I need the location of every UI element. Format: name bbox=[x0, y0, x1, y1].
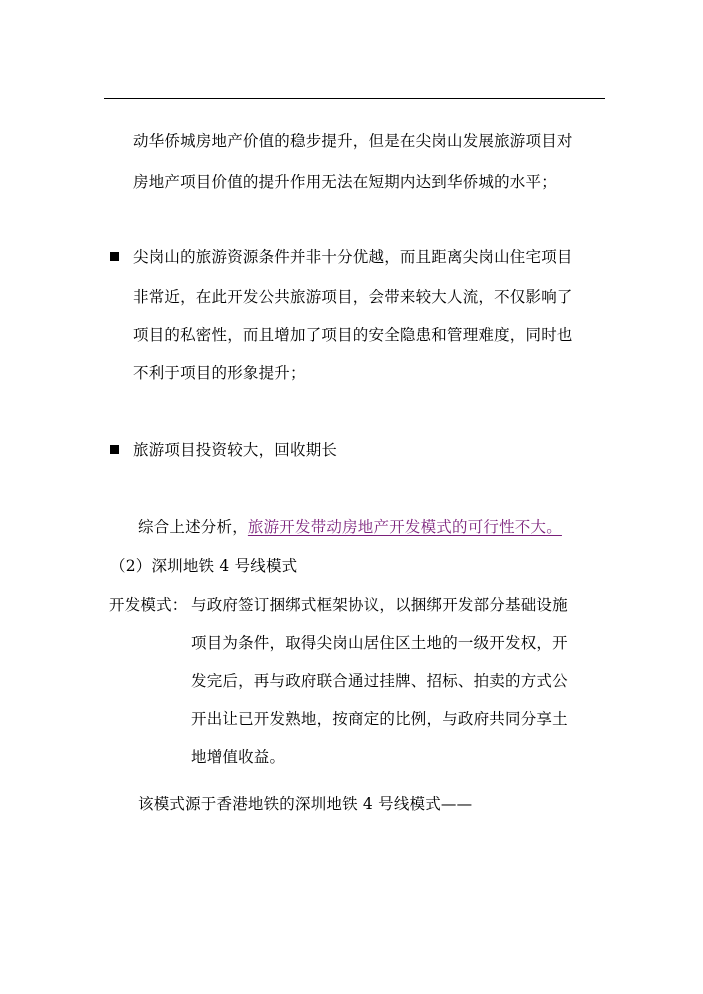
dev-mode-line: 地增值收益。 bbox=[191, 748, 286, 766]
closing-line: 该模式源于香港地铁的深圳地铁 4 号线模式—— bbox=[138, 795, 473, 813]
conclusion-line bbox=[138, 517, 562, 537]
bullet-line: 非常近，在此开发公共旅游项目，会带来较大人流，不仅影响了 bbox=[133, 288, 573, 306]
dev-mode-line: 发完后，再与政府联合通过挂牌、招标、拍卖的方式公 bbox=[191, 672, 568, 690]
conclusion-prefix: 综合上述分析， bbox=[138, 518, 248, 536]
bullet-line: 旅游项目投资较大，回收期长 bbox=[133, 441, 338, 459]
bullet-square-icon bbox=[110, 252, 119, 261]
dev-mode-line: 开出让已开发熟地，按商定的比例，与政府共同分享土 bbox=[191, 710, 568, 728]
section-heading: （2）深圳地铁 4 号线模式 bbox=[110, 557, 298, 575]
conclusion-highlight: 旅游开发带动房地产开发模式的可行性不大。 bbox=[247, 518, 562, 536]
bullet-line: 尖岗山的旅游资源条件并非十分优越，而且距离尖岗山住宅项目 bbox=[133, 248, 573, 266]
bullet-line: 不利于项目的形象提升； bbox=[133, 364, 306, 382]
header-rule bbox=[104, 98, 605, 99]
dev-mode-label: 开发模式： bbox=[109, 596, 188, 614]
paragraph-line: 房地产项目价值的提升作用无法在短期内达到华侨城的水平； bbox=[133, 173, 557, 191]
bullet-line: 项目的私密性，而且增加了项目的安全隐患和管理难度，同时也 bbox=[133, 326, 573, 344]
bullet-square-icon bbox=[110, 445, 119, 454]
dev-mode-line: 与政府签订捆绑式框架协议，以捆绑开发部分基础设施 bbox=[191, 596, 568, 614]
dev-mode-line: 项目为条件，取得尖岗山居住区土地的一级开发权，开 bbox=[191, 634, 568, 652]
paragraph-line: 动华侨城房地产价值的稳步提升，但是在尖岗山发展旅游项目对 bbox=[133, 132, 573, 150]
